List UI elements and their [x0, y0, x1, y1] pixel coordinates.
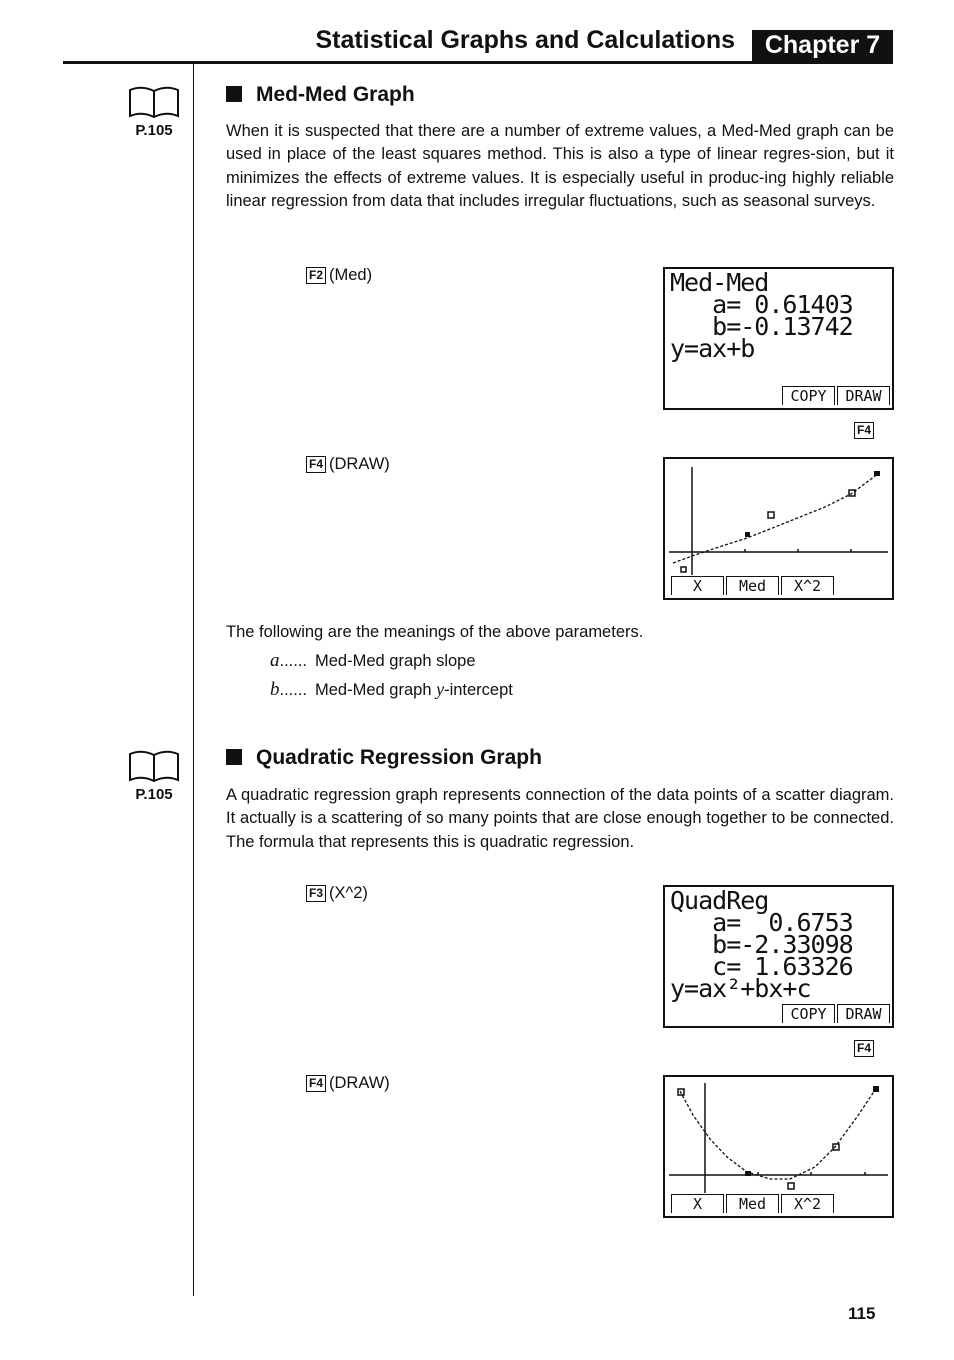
parameter-row [270, 679, 513, 701]
softkey-x: X [671, 1194, 724, 1213]
reference-page: P.105 [135, 786, 173, 803]
key-step-between [854, 1039, 877, 1058]
book-icon [127, 750, 181, 784]
screen-line: a= 0.61403 [670, 290, 853, 319]
key-step [306, 266, 372, 285]
screen-line: QuadReg [670, 886, 769, 915]
section-heading [226, 83, 415, 107]
reference-page: P.105 [135, 122, 173, 139]
parameter-description: Med-Med graph [315, 681, 437, 699]
screen-line: c= 1.63326 [670, 952, 853, 981]
key-step-label: (DRAW) [329, 1074, 390, 1092]
key-step-label: (DRAW) [329, 455, 390, 473]
book-icon [127, 86, 181, 120]
page-number: 115 [848, 1304, 876, 1323]
key-step-label: (X^2) [329, 884, 368, 902]
calculator-screen-result [663, 267, 894, 410]
section-title: Med-Med Graph [256, 83, 415, 106]
function-key: F4 [306, 456, 326, 473]
screen-line: b=-2.33098 [670, 930, 853, 959]
calculator-screen-graph [663, 1075, 894, 1218]
header-rule [63, 61, 893, 64]
screen-line: a= 0.6753 [670, 908, 853, 937]
calculator-screen-result [663, 885, 894, 1028]
softkey-draw: DRAW [837, 386, 890, 405]
screen-line: y=ax+b [670, 334, 755, 363]
parameter-variable: a [270, 650, 280, 671]
screen-line: b=-0.13742 [670, 312, 853, 341]
margin-rule [193, 64, 194, 1296]
parameter-leader: ...... [279, 681, 308, 699]
parameter-description-variable: y [436, 679, 445, 699]
key-step [306, 884, 368, 903]
key-step-label: (Med) [329, 266, 373, 284]
parameter-leader: ...... [279, 652, 308, 670]
function-key: F4 [854, 1040, 874, 1057]
screen-line: Med-Med [670, 268, 769, 297]
screen-line: y=ax²+bx+c [670, 974, 811, 1003]
function-key: F4 [854, 422, 874, 439]
calculator-screen-graph [663, 457, 894, 600]
softkey-copy: COPY [782, 386, 835, 405]
parameter-description-suffix: -intercept [444, 681, 513, 699]
function-key: F3 [306, 885, 326, 902]
softkey-med: Med [726, 1194, 779, 1213]
bullet-square-icon [226, 749, 242, 765]
parameter-row [270, 650, 476, 672]
function-key: F2 [306, 267, 326, 284]
softkey-x2: X^2 [781, 576, 834, 595]
function-key: F4 [306, 1075, 326, 1092]
bullet-square-icon [226, 86, 242, 102]
key-step [306, 1074, 390, 1093]
section-heading [226, 746, 542, 770]
reference-marker [124, 86, 184, 139]
section-title: Quadratic Regression Graph [256, 746, 542, 769]
softkey-med: Med [726, 576, 779, 595]
reference-marker [124, 750, 184, 803]
key-step-between [854, 421, 877, 440]
softkey-draw: DRAW [837, 1004, 890, 1023]
softkey-x2: X^2 [781, 1194, 834, 1213]
parameter-description: Med-Med graph slope [315, 652, 476, 670]
softkey-x: X [671, 576, 724, 595]
chapter-badge: Chapter 7 [752, 30, 893, 64]
parameters-intro: The following are the meanings of the above parameters. [226, 623, 644, 641]
key-step [306, 455, 390, 474]
page-header-title: Statistical Graphs and Calculations [315, 26, 735, 54]
section-paragraph: When it is suspected that there are a number of extreme values, a Med-Med graph can be used in place of the least squares method. This is also a type of linear regres-sion, but it minimizes the effects of extreme values. It is especially useful in produc-ing highly reliable linear regression from data that includes irregular fluctuations, such as seasonal surveys. [226, 122, 894, 210]
softkey-copy: COPY [782, 1004, 835, 1023]
parameter-variable: b [270, 679, 280, 700]
section-paragraph: A quadratic regression graph represents connection of the data points of a scatter diagram. It actually is a scattering of so many points that are close enough together to be connected. The formula that represents this is quadratic regression. [226, 786, 894, 851]
